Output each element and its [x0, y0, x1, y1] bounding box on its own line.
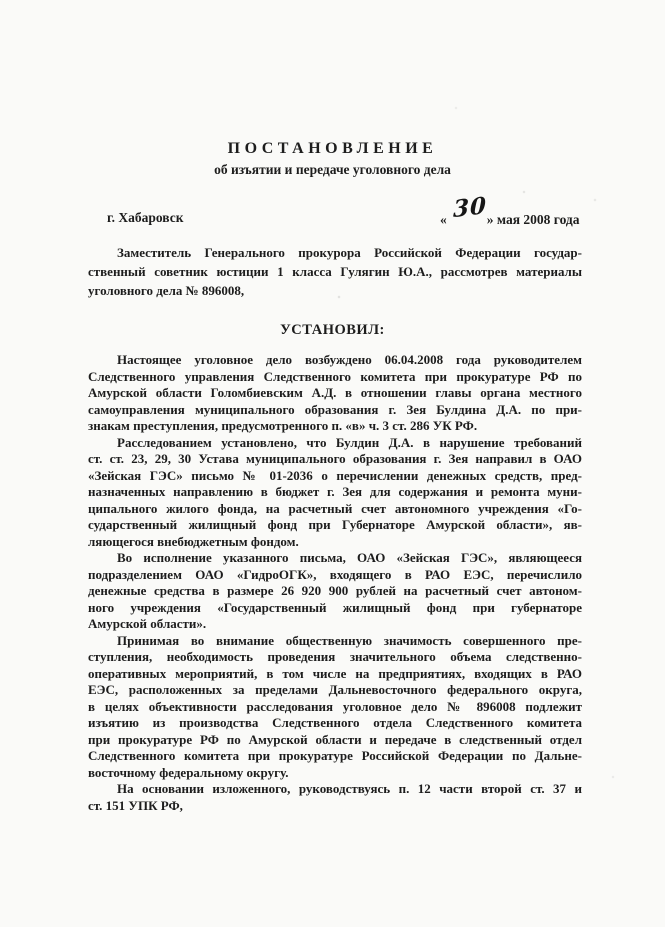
paragraph	[88, 550, 582, 633]
paragraph	[88, 352, 582, 435]
text-line: знакам преступления, предусмотренного п. «в» ч. 3 ст. 286 УК РФ.	[88, 418, 478, 433]
text-line: при прокуратуре РФ по Амурской области и передаче в следственный отдел	[88, 731, 582, 747]
text-line: ного учреждения «Государственный жилищный фонд при губернаторе	[88, 599, 582, 615]
place-date-line	[0, 191, 665, 236]
text-line: уголовного дела № 896008,	[88, 283, 245, 298]
date-suffix: мая 2008 года	[493, 212, 580, 227]
text-line: ляющегося внебюджетным фондом.	[88, 533, 299, 549]
text-line: На основании изложенного, руководствуясь п. 12 части второй ст. 37 и	[117, 781, 582, 796]
handwritten-day: 30	[452, 191, 487, 224]
intro-paragraph	[88, 243, 582, 300]
text-line: Принимая во внимание общественную значимость совершенного пре-	[117, 632, 582, 648]
text-line: Настоящее уголовное дело возбуждено 06.04.2008 года руководителем	[117, 352, 582, 367]
text-line: Амурской области Голомбиевским А.Д. в отношении главы органа местного	[88, 385, 582, 400]
text-line: ственный советник юстиции 1 класса Гулягин Ю.А., рассмотрев материалы	[88, 264, 582, 279]
paragraph	[88, 435, 582, 551]
text-line: Следственного комитета при прокуратуре Российской Федерации по Дальне-	[88, 748, 582, 763]
resolution-heading: УСТАНОВИЛ:	[280, 322, 385, 338]
text-line: оперативных мероприятий, в том числе на предприятиях, входящих в РАО	[88, 665, 582, 681]
document-title: ПОСТАНОВЛЕНИЕ	[227, 140, 438, 157]
text-line: в целях объективности расследования уголовное дело № 896008 подлежит	[88, 698, 582, 714]
text-line: Заместитель Генерального прокурора Российской Федерации государ-	[117, 245, 582, 260]
text-line: «Зейская ГЭС» письмо № 01-2036 о перечислении денежных средств, пред-	[88, 467, 582, 483]
paragraph	[88, 633, 582, 782]
text-line: денежные средства в размере 26 920 900 рублей на расчетный счет автоном-	[88, 583, 582, 598]
text-line: ст. ст. 23, 29, 30 Устава муниципального образования г. Зея направил в ОАО	[88, 451, 582, 466]
text-line: подразделением ОАО «ГидроОГК», входящего в РАО ЕЭС, перечислило	[88, 566, 582, 582]
date-line	[440, 191, 580, 228]
text-line: ЕЭС, расположенных за пределами Дальневосточного федерального округа,	[88, 682, 582, 697]
scan-noise-specks	[0, 0, 2, 2]
document-body	[88, 352, 582, 814]
text-line: сударственный жилищный фонд при Губернаторе Амурской области», яв-	[88, 517, 582, 532]
day-slot	[447, 191, 487, 224]
text-line: ступления, необходимость проведения значительного объема следственно-	[88, 649, 582, 664]
text-line: изъятию из производства Следственного отдела Следственного комитета	[88, 715, 582, 730]
text-line: Амурской области».	[88, 616, 207, 631]
text-line: восточному федеральному округу.	[88, 764, 289, 780]
text-line: Во исполнение указанного письма, ОАО «Зейская ГЭС», являющееся	[117, 550, 582, 565]
text-line: назначенных направлению в бюджет г. Зея для содержания и ремонта муни-	[88, 484, 582, 499]
paragraph	[88, 781, 582, 814]
text-line: Следственного управления Следственного комитета при прокуратуре РФ по	[88, 368, 582, 384]
text-line: самоуправления муниципального образования г. Зея Булдина Д.А. по при-	[88, 401, 582, 417]
text-line: Расследованием установлено, что Булдин Д.А. в нарушение требований	[117, 434, 582, 450]
text-line: ст. 151 УПК РФ,	[88, 797, 183, 813]
document-subtitle: об изъятии и передаче уголовного дела	[214, 162, 451, 177]
place-label: г. Хабаровск	[107, 210, 184, 225]
text-line: ципального жилого фонда, на расчетный счет автономного учреждения «Го-	[88, 500, 582, 516]
open-quote: «	[440, 212, 447, 227]
close-quote: »	[486, 212, 494, 227]
